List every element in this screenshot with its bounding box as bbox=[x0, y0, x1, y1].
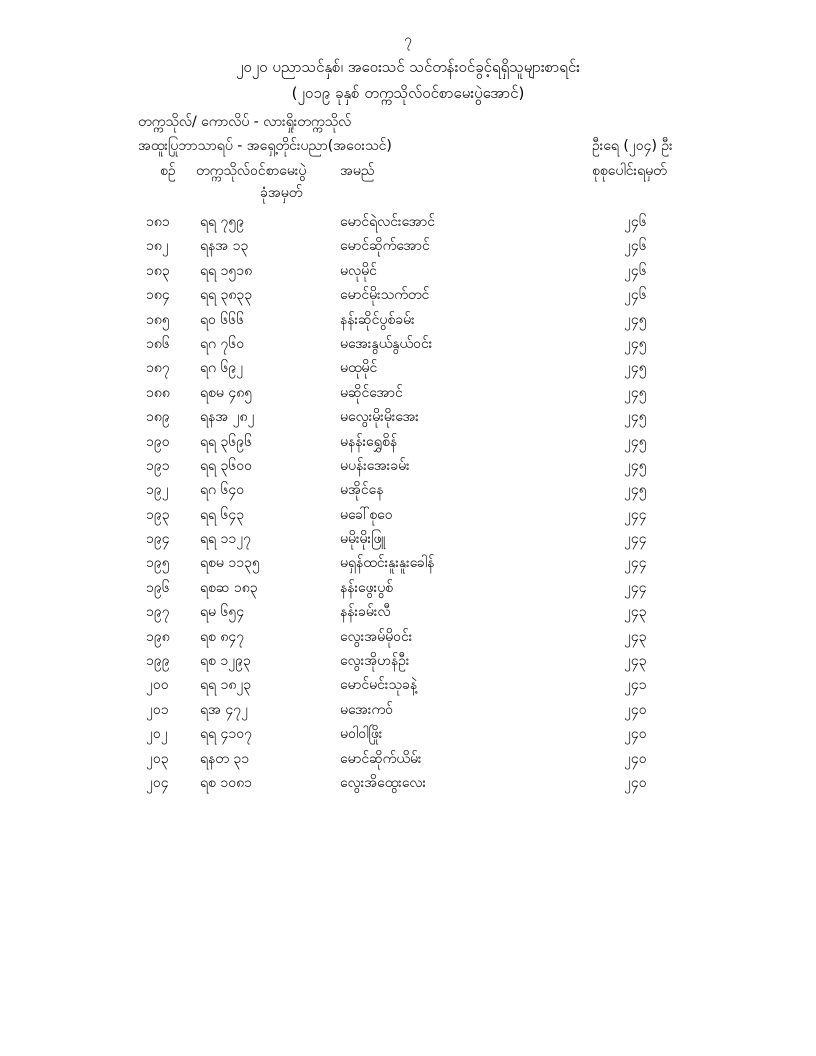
total-marks-cell: ၂၄၃ bbox=[624, 604, 647, 621]
name-cell: မလွေးမိုးမိုးအေး bbox=[340, 409, 419, 426]
name-cell: နန်းခမ်းလီ bbox=[340, 604, 391, 621]
serial-cell: ၁၈၄ bbox=[146, 287, 170, 304]
total-marks-cell: ၂၄၄ bbox=[624, 531, 647, 548]
serial-cell: ၁၈၃ bbox=[146, 262, 170, 279]
name-cell: မပန်းအေးခမ်း bbox=[340, 457, 410, 474]
name-cell: လွေးအမ်မိုဝင်း bbox=[340, 628, 413, 645]
table-row bbox=[0, 480, 816, 504]
total-marks-cell: ၂၄၅ bbox=[624, 360, 647, 377]
total-marks-cell: ၂၄၄ bbox=[624, 506, 647, 523]
table-row bbox=[0, 627, 816, 651]
header-roll-number bbox=[196, 160, 306, 204]
roll-number-cell: ရရ ၃၆၉၆ bbox=[200, 433, 253, 450]
serial-cell: ၂၀၀ bbox=[146, 677, 169, 694]
serial-cell: ၁၉၈ bbox=[146, 628, 170, 645]
name-cell: မောင်မင်းသုခနဲ့ bbox=[340, 677, 418, 694]
table-row bbox=[0, 358, 816, 382]
serial-cell: ၁၈၂ bbox=[146, 238, 169, 255]
name-cell: မရှန်ထင်းနူးနူးခေါန် bbox=[340, 555, 435, 572]
roll-number-cell: ရရ ၃၆၀၀ bbox=[200, 457, 253, 474]
table-row bbox=[0, 505, 816, 529]
total-marks-cell: ၂၄၅ bbox=[624, 311, 647, 328]
serial-cell: ၂၀၃ bbox=[146, 750, 169, 767]
roll-number-cell: ရနအ ၁၃ bbox=[200, 238, 249, 255]
table-row bbox=[0, 773, 816, 797]
name-cell: လွေးအိုဟန်ဦး bbox=[340, 653, 410, 670]
roll-number-cell: ရမ ၆၅၄ bbox=[200, 604, 245, 621]
roll-number-cell: ရနအ ၂၈၂ bbox=[200, 409, 255, 426]
serial-cell: ၁၉၉ bbox=[146, 653, 170, 670]
table-row bbox=[0, 651, 816, 675]
name-cell: မောင်ဆိုက်ယိမ်း bbox=[340, 750, 422, 767]
name-cell: မမိုးမိုးဖြူ bbox=[340, 531, 386, 548]
total-marks-cell: ၂၄၀ bbox=[624, 726, 647, 743]
university-label: တက္ကသိုလ်/ ကောလိပ် - လားရှိုးတက္ကသိုလ် bbox=[138, 114, 352, 130]
roll-number-cell: ရနတ ၃၁ bbox=[200, 750, 250, 767]
name-cell: မောင်ရဲလင်းအောင် bbox=[340, 214, 436, 230]
document-title: ၂၀၂၀ ပညာသင်နှစ်၊ အဝေးသင် သင်တန်းဝင်ခွင့်ရရှိသူများစာရင်း bbox=[236, 58, 580, 76]
serial-cell: ၁၈၆ bbox=[146, 335, 170, 352]
table-row bbox=[0, 578, 816, 602]
table-row bbox=[0, 212, 816, 236]
roll-number-cell: ရစ ၈၄၇ bbox=[200, 628, 245, 645]
total-marks-cell: ၂၄၁ bbox=[624, 677, 647, 694]
serial-cell: ၁၈၅ bbox=[146, 311, 170, 328]
table-row bbox=[0, 749, 816, 773]
roll-number-cell: ရစ ၁၂၉၃ bbox=[200, 653, 251, 670]
document-subtitle: (၂၀၁၉ ခုနှစ် တက္ကသိုလ်ဝင်စာမေးပွဲအောင်) bbox=[291, 84, 525, 102]
student-count: ဦးရေ (၂၀၄) ဦး bbox=[592, 138, 673, 154]
table-row bbox=[0, 724, 816, 748]
serial-cell: ၁၈၇ bbox=[146, 360, 170, 377]
roll-number-cell: ရအ ၄၇၂ bbox=[200, 701, 248, 718]
table-row bbox=[0, 310, 816, 334]
total-marks-cell: ၂၄၅ bbox=[624, 384, 647, 401]
student-table bbox=[0, 212, 816, 797]
serial-cell: ၂၀၁ bbox=[146, 701, 169, 718]
roll-number-cell: ရစမ ၄၈၅ bbox=[200, 384, 253, 401]
department-label: အထူးပြုဘာသာရပ် - အရှေ့တိုင်းပညာ(အဝေးသင်) bbox=[138, 138, 392, 154]
table-row bbox=[0, 553, 816, 577]
page-number: ၇ bbox=[404, 32, 412, 48]
table-row bbox=[0, 261, 816, 285]
name-cell: မလုမိုင် bbox=[340, 262, 377, 279]
roll-number-cell: ရဂ ၇၆၀ bbox=[200, 335, 245, 352]
table-row bbox=[0, 383, 816, 407]
total-marks-cell: ၂၄၅ bbox=[624, 457, 647, 474]
total-marks-cell: ၂၄၀ bbox=[624, 701, 647, 718]
name-cell: မဝါဝါဖြိုး bbox=[340, 726, 383, 743]
name-cell: မထုမိုင် bbox=[340, 360, 378, 377]
serial-cell: ၁၉၇ bbox=[146, 604, 170, 621]
roll-number-cell: ရဂ ၆၄၀ bbox=[200, 482, 245, 499]
name-cell: နန်းဖွေးပွစ် bbox=[340, 579, 394, 596]
serial-cell: ၁၉၅ bbox=[146, 555, 170, 572]
name-cell: မအိုင်နေ bbox=[340, 482, 384, 499]
serial-cell: ၁၉၂ bbox=[146, 482, 169, 499]
table-row bbox=[0, 432, 816, 456]
table-row bbox=[0, 529, 816, 553]
serial-cell: ၁၉၁ bbox=[146, 457, 170, 474]
roll-number-cell: ရစ ၁၀၈၁ bbox=[200, 774, 252, 791]
roll-number-cell: ရရ ၇၅၉ bbox=[200, 214, 245, 230]
table-row bbox=[0, 700, 816, 724]
roll-number-cell: ရရ ၆၄၃ bbox=[200, 506, 245, 523]
table-row bbox=[0, 236, 816, 260]
total-marks-cell: ၂၄၅ bbox=[624, 409, 647, 426]
name-cell: မခေါ်စုဝေ bbox=[340, 506, 393, 523]
serial-cell: ၂၀၂ bbox=[146, 726, 168, 743]
serial-cell: ၁၉၄ bbox=[146, 531, 170, 548]
header-roll-line-2: ခုံအမှတ် bbox=[260, 185, 303, 201]
roll-number-cell: ရဂ ၆၉၂ bbox=[200, 360, 244, 377]
header-name: အမည် bbox=[340, 163, 375, 179]
header-serial: စဉ် bbox=[160, 163, 176, 179]
total-marks-cell: ၂၄၄ bbox=[624, 579, 647, 596]
serial-cell: ၁၉၆ bbox=[146, 579, 170, 596]
total-marks-cell: ၂၄၅ bbox=[624, 482, 647, 499]
name-cell: မောင်မိုးသက်တင် bbox=[340, 287, 430, 304]
total-marks-cell: ၂၄၆ bbox=[624, 238, 647, 255]
total-marks-cell: ၂၄၀ bbox=[624, 750, 647, 767]
serial-cell: ၂၀၄ bbox=[146, 774, 169, 791]
table-row bbox=[0, 602, 816, 626]
roll-number-cell: ရရ ၃၈၃၃ bbox=[200, 287, 253, 304]
table-row bbox=[0, 334, 816, 358]
total-marks-cell: ၂၄၆ bbox=[624, 262, 647, 279]
roll-number-cell: ရရ ၁၅၁၈ bbox=[200, 262, 253, 279]
table-row bbox=[0, 407, 816, 431]
total-marks-cell: ၂၄၆ bbox=[624, 214, 647, 230]
roll-number-cell: ရစမ ၁၁၃၅ bbox=[200, 555, 260, 572]
serial-cell: ၁၉၀ bbox=[146, 433, 170, 450]
name-cell: မနန်းရွှေစိန် bbox=[340, 433, 398, 450]
roll-number-cell: ရရ ၁၁၂၇ bbox=[200, 531, 252, 548]
roll-number-cell: ရဝ ၆၆၆ bbox=[200, 311, 244, 328]
roll-number-cell: ရရ ၁၈၂၃ bbox=[200, 677, 252, 694]
header-roll-line-1: တက္ကသိုလ်ဝင်စာမေးပွဲ bbox=[196, 163, 307, 179]
serial-cell: ၁၈၁ bbox=[146, 214, 170, 230]
table-row bbox=[0, 285, 816, 309]
name-cell: လွေးအိထွေးလေး bbox=[340, 774, 427, 791]
name-cell: မအေးကဝ် bbox=[340, 701, 394, 718]
name-cell: မအေးနွယ်နွယ်ဝင်း bbox=[340, 335, 433, 352]
total-marks-cell: ၂၄၅ bbox=[624, 335, 647, 352]
total-marks-cell: ၂၄၃ bbox=[624, 653, 647, 670]
name-cell: မဆိုင်အောင် bbox=[340, 384, 403, 401]
table-row bbox=[0, 456, 816, 480]
serial-cell: ၁၉၃ bbox=[146, 506, 170, 523]
total-marks-cell: ၂၄၅ bbox=[624, 433, 647, 450]
total-marks-cell: ၂၄၀ bbox=[624, 774, 647, 791]
serial-cell: ၁၈၉ bbox=[146, 409, 170, 426]
name-cell: နန်းဆိုင်ပွစ်ခမ်း bbox=[340, 311, 415, 328]
header-total-marks: စုစုပေါင်းရမှတ် bbox=[592, 163, 667, 179]
table-row bbox=[0, 675, 816, 699]
total-marks-cell: ၂၄၄ bbox=[624, 555, 647, 572]
total-marks-cell: ၂၄၃ bbox=[624, 628, 647, 645]
total-marks-cell: ၂၄၆ bbox=[624, 287, 647, 304]
name-cell: မောင်ဆိုက်အောင် bbox=[340, 238, 430, 255]
serial-cell: ၁၈၈ bbox=[146, 384, 170, 401]
roll-number-cell: ရရ ၄၁၀၇ bbox=[200, 726, 253, 743]
roll-number-cell: ရစဆ ၁၈၃ bbox=[200, 579, 258, 596]
